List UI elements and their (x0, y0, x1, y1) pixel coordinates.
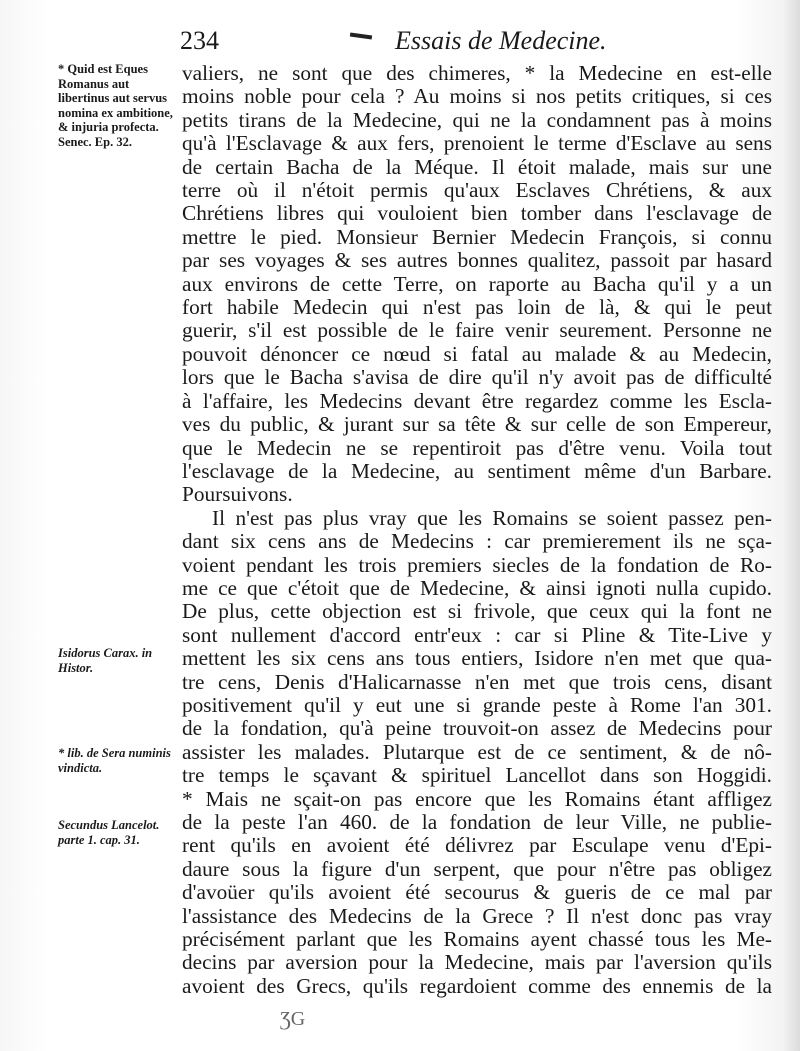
body-line: mettre le pied. Monsieur Bernier Medecin François, si connu (182, 225, 772, 249)
body-line: Chrétiens libres qui vouloient bien tomber dans l'esclavage de (182, 202, 772, 226)
body-line: Poursuivons. (182, 483, 293, 507)
body-line: tre temps le sçavant & spirituel Lancellot dans son Hoggidi. (182, 764, 772, 788)
body-line: De plus, cette objection est si frivole, que ceux qui la font ne (182, 600, 772, 624)
body-line: rent qu'ils en avoient été délivrez par Esculape venu d'Epi- (182, 834, 772, 858)
body-line: de la peste l'an 460. de la fondation de leur Ville, ne publie- (182, 811, 772, 834)
body-line: à l'affaire, les Medecins devant être regardez comme les Escla- (182, 389, 772, 413)
body-line: de la fondation, qu'à peine trouvoit-on assez de Medecins pour (182, 717, 772, 741)
body-line: valiers, ne sont que des chimeres, * la Medecine en est-elle (182, 62, 772, 85)
running-title: Essais de Medecine. (395, 26, 607, 55)
page-edge-shadow (782, 0, 800, 1051)
body-line: Il n'est pas plus vray que les Romains se soient passez pen- (212, 506, 772, 530)
body-line: sont nullement d'accord entr'eux : car si Pline & Tite-Live y (182, 623, 772, 647)
body-line: précisément parlant que les Romains ayent chassé tous les Me- (182, 928, 772, 952)
margin-note-seneca: * Quid est Eques Romanus aut libertinus aut servus nomina ex ambitione, & injuria profecta. Senec. Ep. 32. (58, 62, 173, 149)
signature-mark: ƷG (280, 1008, 306, 1030)
body-line: tre cens, Denis d'Halicarnasse n'en met que trois cens, disant (182, 670, 772, 694)
body-line: lors que le Bacha s'avisa de dire qu'il n'y avoit pas de difficulté (182, 366, 772, 390)
body-line: moins noble pour cela ? Au moins si nos petits critiques, si ces (182, 85, 772, 109)
main-text (182, 62, 772, 998)
body-line: fort habile Medecin qui n'est pas loin de là, & qui le peut (182, 296, 772, 320)
body-line: * Mais ne sçait-on pas encore que les Romains étant affligez (182, 787, 772, 811)
running-header (180, 24, 780, 64)
body-line: daure sous la figure d'un serpent, que pour n'être pas obligez (182, 857, 772, 881)
body-line: d'avoüer qu'ils avoient été secourus & gueris de ce mal par (182, 881, 772, 905)
body-line: me ce que c'étoit que de Medecine, & ainsi ignoti nulla cupido. (182, 576, 772, 600)
body-line: voient pendant les trois premiers siecles de la fondation de Ro- (182, 553, 772, 577)
page-number: 234 (180, 26, 219, 55)
body-line: assister les malades. Plutarque est de ce sentiment, & de nô- (182, 740, 772, 764)
body-line: l'assistance des Medecins de la Grece ? Il n'est donc pas vray (182, 904, 772, 928)
body-line: qu'à l'Esclavage & aux fers, prenoient le terme d'Esclave au sens (182, 132, 772, 156)
body-line: par ses voyages & ses autres bonnes qualitez, passoit par hasard (182, 249, 772, 273)
body-line: aux environs de cette Terre, on raporte au Bacha qu'il y a un (182, 272, 772, 296)
body-line: ves du public, & jurant sur sa tête & sur celle de son Empereur, (182, 413, 772, 437)
body-line: pouvoit dénoncer ce nœud si fatal au malade & au Medecin, (182, 342, 772, 366)
body-line: mettent les six cens ans tous entiers, Isidore n'en met que qua- (182, 647, 772, 671)
ornament-dash (350, 32, 372, 39)
body-line: positivement qu'il y eut une si grande peste à Rome l'an 301. (182, 693, 772, 717)
margin-note-plutarch: * lib. de Sera numinis vindicta. (58, 746, 171, 775)
body-line: de certain Bacha de la Méque. Il étoit malade, mais sur une (182, 155, 772, 179)
body-line: l'esclavage de la Medecine, au sentiment même d'un Barbare. (182, 459, 772, 483)
body-line: terre où il n'étoit permis qu'aux Esclaves Chrétiens, & aux (182, 179, 772, 203)
body-line: que le Medecin ne se repentiroit pas d'être venu. Voila tout (182, 436, 772, 460)
margin-note-lancelot: Secundus Lancelot. parte 1. cap. 31. (58, 818, 160, 847)
body-line: petits tirans de la Medecine, qui ne la condamnent pas à moins (182, 108, 772, 132)
margin-note-isidorus: Isidorus Carax. in Histor. (58, 646, 153, 675)
body-line: guerir, s'il est possible de le faire venir seurement. Personne ne (182, 319, 772, 343)
body-line: avoient des Grecs, qu'ils regardoient comme des ennemis de la (182, 974, 772, 998)
body-line: decins par aversion pour la Medecine, mais par l'aversion qu'ils (182, 951, 772, 975)
body-line: dant six cens ans de Medecins : car premierement ils ne sça- (182, 530, 772, 554)
